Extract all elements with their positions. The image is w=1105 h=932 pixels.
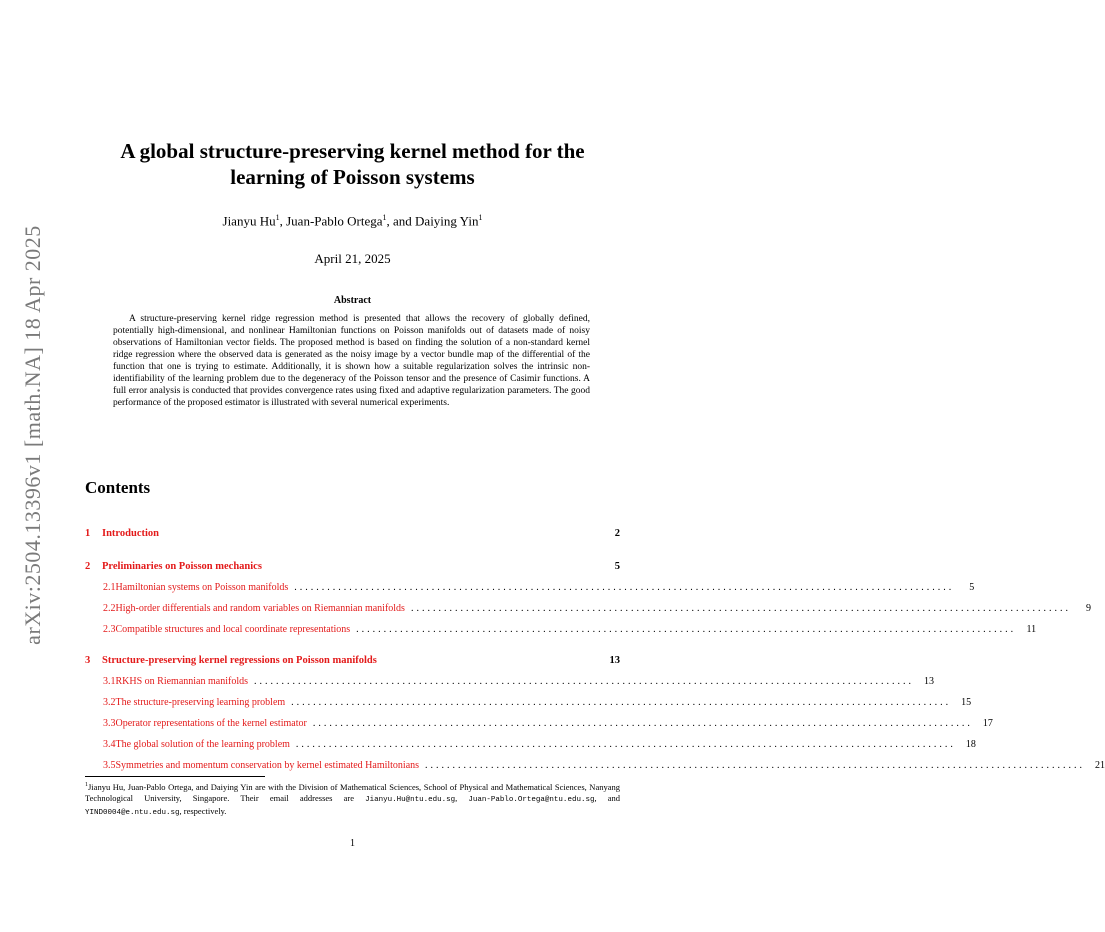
toc-page-number: 13 xyxy=(609,655,620,666)
email-link[interactable]: Jianyu.Hu@ntu.edu.sg xyxy=(365,795,456,804)
toc-title-link[interactable]: Operator representations of the kernel estimator xyxy=(115,718,307,729)
toc-entry[interactable] xyxy=(85,655,620,666)
author-separator: , xyxy=(279,213,287,229)
toc-entry[interactable] xyxy=(85,676,934,687)
toc-page-number: 9 xyxy=(1085,603,1091,614)
toc-page-number: 18 xyxy=(965,739,976,750)
contents-heading: Contents xyxy=(85,478,151,497)
toc-page-number: 21 xyxy=(1095,760,1105,771)
abstract-body: A structure-preserving kernel ridge regression method is presented that allows the recovery of globally defined, potentially high-dimensional, and nonlinear Hamiltonian functions on Poisson manifolds out of datasets made of noisy observations of Hamiltonian vector fields. The proposed method is based on finding the solution of a non-standard kernel ridge regression where the observed data is generated as the noisy image by a vector bundle map of the differential of the function that one is trying to estimate. Additionally, it is shown how a suitable regularization solves the intrinsic non-identifiability of the learning problem due to the degeneracy of the Poisson tensor and the presence of Casimir functions. A full error analysis is conducted that provides convergence rates using fixed and adaptive regularization parameters. The good performance of the proposed estimator is illustrated with several numerical experiments. xyxy=(113,314,590,408)
footnote-separator: , xyxy=(455,792,469,803)
paper-title: A global structure-preserving kernel method for the learning of Poisson systems xyxy=(120,139,585,189)
abstract-heading: Abstract xyxy=(333,295,372,306)
paper-date: April 21, 2025 xyxy=(314,251,391,266)
toc-entry[interactable] xyxy=(85,603,1091,614)
toc-leader-dots: ........................................................................................................................ xyxy=(291,697,952,708)
email-link[interactable]: Juan-Pablo.Ortega@ntu.edu.sg xyxy=(468,795,595,804)
toc-title-link[interactable]: Hamiltonian systems on Poisson manifolds xyxy=(115,582,289,593)
toc-page-number: 5 xyxy=(969,582,975,593)
toc-entry[interactable] xyxy=(85,624,1037,635)
toc-title-link[interactable]: Structure-preserving kernel regressions on Poisson manifolds xyxy=(102,655,377,666)
toc-entry[interactable] xyxy=(85,582,975,593)
toc-title-link[interactable]: RKHS on Riemannian manifolds xyxy=(115,676,248,687)
author-name: Daiying Yin xyxy=(415,213,479,229)
arxiv-id: arXiv:2504.13396v1 [math.NA] 18 Apr 2025 xyxy=(20,225,45,645)
footnote-text: Jianyu Hu, Juan-Pablo Ortega, and Daiying Yin are with the Division of Mathematical Sciences, School of Physical and Mathematical Sciences, Nanyang Technological University, Singapore. Their email addresses are xyxy=(85,781,620,803)
affiliation-mark: 1 xyxy=(382,213,387,222)
affiliation-mark: 1 xyxy=(478,213,483,222)
toc-number: 2 xyxy=(85,561,91,572)
toc-page-number: 5 xyxy=(614,561,620,572)
author-name: Juan-Pablo Ortega xyxy=(286,213,383,229)
toc-title-link[interactable]: Symmetries and momentum conservation by kernel estimated Hamiltonians xyxy=(115,760,420,771)
toc-leader-dots: ........................................................................................................................ xyxy=(410,603,1071,614)
footnote-end: , respectively. xyxy=(179,805,227,816)
toc-entry[interactable] xyxy=(85,528,620,539)
toc-entry[interactable] xyxy=(85,760,1105,771)
toc-entry[interactable] xyxy=(85,739,976,750)
toc-title-link[interactable]: High-order differentials and random variables on Riemannian manifolds xyxy=(115,603,405,614)
toc-leader-dots: ........................................................................................................................ xyxy=(356,624,1017,635)
toc-number: 1 xyxy=(85,528,91,539)
footnote xyxy=(85,780,620,819)
toc-number: 3.1 xyxy=(103,676,116,687)
author-name: Jianyu Hu xyxy=(222,213,276,229)
toc-leader-dots: ........................................................................................................................ xyxy=(425,760,1086,771)
toc-page-number: 13 xyxy=(924,676,934,687)
author-list xyxy=(85,213,620,229)
page-number: 1 xyxy=(350,838,355,849)
arxiv-side-stamp xyxy=(18,225,48,645)
toc-number: 2.1 xyxy=(103,582,116,593)
toc-title-link[interactable]: Preliminaries on Poisson mechanics xyxy=(102,561,262,572)
author-separator: , and xyxy=(386,213,416,229)
toc-entry[interactable] xyxy=(85,718,993,729)
toc-page-number: 2 xyxy=(614,528,620,539)
toc-page-number: 11 xyxy=(1026,624,1037,635)
footnote-mark: 1 xyxy=(85,782,88,788)
toc-title-link[interactable]: The structure-preserving learning problem xyxy=(115,697,286,708)
toc-page-number: 17 xyxy=(982,718,993,729)
toc-entry[interactable] xyxy=(85,697,972,708)
toc-number: 3 xyxy=(85,655,91,666)
toc-number: 3.2 xyxy=(103,697,116,708)
toc-leader-dots: ........................................................................................................................ xyxy=(312,718,973,729)
toc-leader-dots: ........................................................................................................................ xyxy=(295,739,956,750)
toc-number: 3.5 xyxy=(103,760,116,771)
toc-entry[interactable] xyxy=(85,561,620,572)
toc-number: 2.3 xyxy=(103,624,116,635)
toc-title-link[interactable]: The global solution of the learning problem xyxy=(115,739,290,750)
footnote-separator: , and xyxy=(594,792,620,803)
affiliation-mark: 1 xyxy=(275,213,280,222)
footnote-rule xyxy=(85,776,265,777)
toc-title-link[interactable]: Compatible structures and local coordinate representations xyxy=(115,624,351,635)
toc-title-link[interactable]: Introduction xyxy=(102,528,159,539)
toc-leader-dots: ........................................................................................................................ xyxy=(294,582,955,593)
toc-number: 3.3 xyxy=(103,718,116,729)
toc-leader-dots: ........................................................................................................................ xyxy=(254,676,914,687)
toc-number: 2.2 xyxy=(103,603,116,614)
email-link[interactable]: YIND0004@e.ntu.edu.sg xyxy=(85,808,180,817)
toc-page-number: 15 xyxy=(961,697,972,708)
toc-number: 3.4 xyxy=(103,739,116,750)
